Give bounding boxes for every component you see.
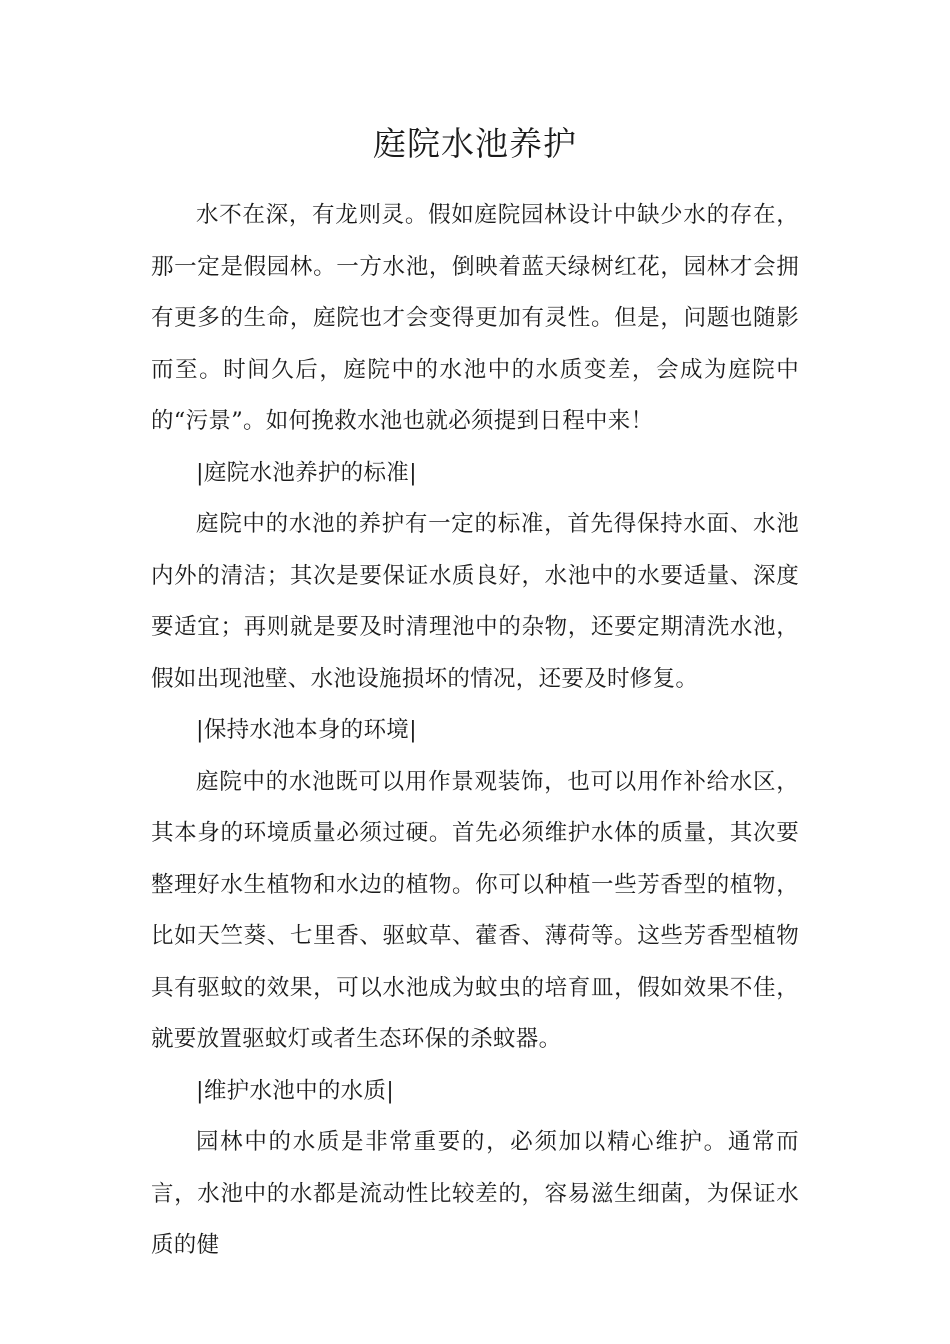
section-heading-standards: |庭院水池养护的标准| xyxy=(196,459,417,486)
paragraph-environment: 庭院中的水池既可以用作景观装饰，也可以用作补给水区，其本身的环境质量必须过硬。首先必须维护水体的质量，其次要整理好水生植物和水边的植物。你可以种植一些芳香型的植物，比如天竺葵、七里香、驱蚊草、藿香、薄荷等。这些芳香型植物具有驱蚊的效果，可以水池成为蚊虫的培育皿，假如效果不佳，就要放置驱蚊灯或者生态环保的杀蚊器。 xyxy=(151,768,799,1052)
section-heading-environment: |保持水池本身的环境| xyxy=(196,717,417,743)
paragraph-standards: 庭院中的水池的养护有一定的标准，首先得保持水面、水池内外的清洁；其次是要保证水质良好，水池中的水要适量、深度要适宜；再则就是要及时清理池中的杂物，还要定期清洗水池，假如出现池壁、水池设施损坏的情况，还要及时修复。 xyxy=(151,511,799,692)
document-body xyxy=(151,190,799,1272)
paragraph-water-quality: 园林中的水质是非常重要的，必须加以精心维护。通常而言，水池中的水都是流动性比较差的，容易滋生细菌，为保证水质的健 xyxy=(151,1129,799,1258)
paragraph-intro: 水不在深，有龙则灵。假如庭院园林设计中缺少水的存在，那一定是假园林。一方水池，倒映着蓝天绿树红花，园林才会拥有更多的生命，庭院也才会变得更加有灵性。但是，问题也随影而至。时间久后，庭院中的水池中的水质变差，会成为庭院中的“污景”。如何挽救水池也就必须提到日程中来！ xyxy=(151,202,799,434)
document-title: 庭院水池养护 xyxy=(373,124,577,163)
section-heading-water-quality: |维护水池中的水质| xyxy=(196,1077,395,1104)
